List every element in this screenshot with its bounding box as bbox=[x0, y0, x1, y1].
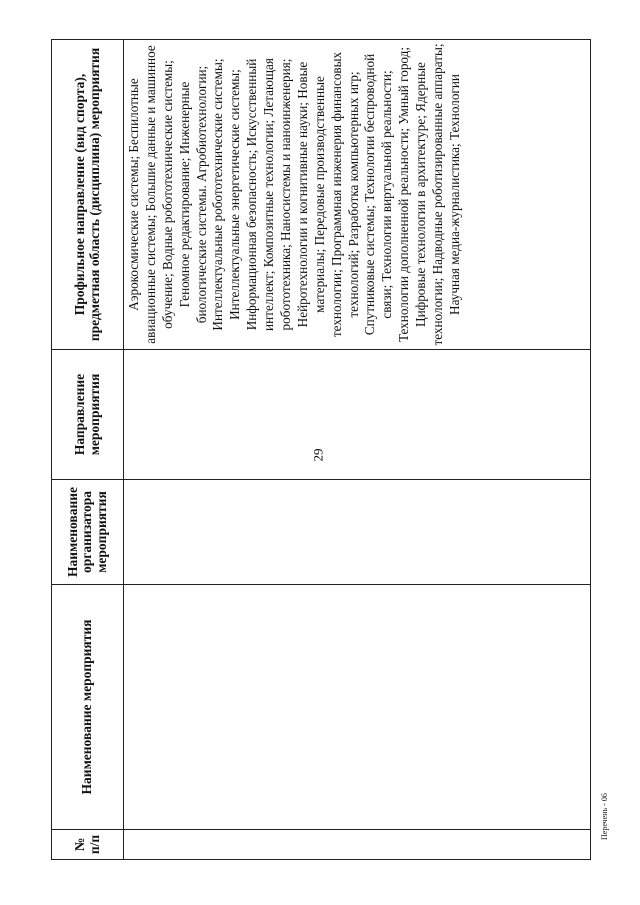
header-direction: Направление мероприятия bbox=[52, 350, 124, 480]
cell-profile: Аэрокосмические системы; Беспилотные авиационные системы; Большие данные и машинное обучение; Водные робототехнические системы; Геномное редактирование; Инженерные биологические системы. Агробиотехнологии; Интеллектуальные робототехнические системы; Интеллектуальные энергетические системы; Информационная безопасность; Искусственный интеллект; Композитные технологии; Летающая робототехника; Наносистемы и наноинженерия; Нейротехнологии и когнитивные науки; Новые материалы; Передовые производственные технологии; Программная инженерия финансовых технологий; Разработка компьютерных игр; Спутниковые системы; Технологии беспроводной связи; Технологии виртуальной реальности; Технологии дополненной реальности; Умный город; Цифровые технологии в архитектуре; Ядерные технологии; Надводные роботизированные аппараты; Научная медиа-журналистика; Технологии bbox=[124, 40, 591, 350]
header-profile: Профильное направление (вид спорта), предметная область (дисциплина) мероприятия bbox=[52, 40, 124, 350]
header-num: № п/п bbox=[52, 830, 124, 860]
rotated-table-container bbox=[51, 40, 591, 860]
table-header-row bbox=[52, 40, 124, 860]
header-organizer: Наименование организатора мероприятия bbox=[52, 480, 124, 585]
events-table bbox=[51, 39, 591, 860]
header-event-name: Наименование мероприятия bbox=[52, 585, 124, 830]
cell-event-name bbox=[124, 585, 591, 830]
table-row bbox=[124, 40, 591, 860]
cell-num bbox=[124, 830, 591, 860]
footer-note: Перечень - 06 bbox=[600, 793, 609, 840]
cell-organizer bbox=[124, 480, 591, 585]
page-number: 29 bbox=[310, 448, 326, 462]
cell-direction bbox=[124, 350, 591, 480]
